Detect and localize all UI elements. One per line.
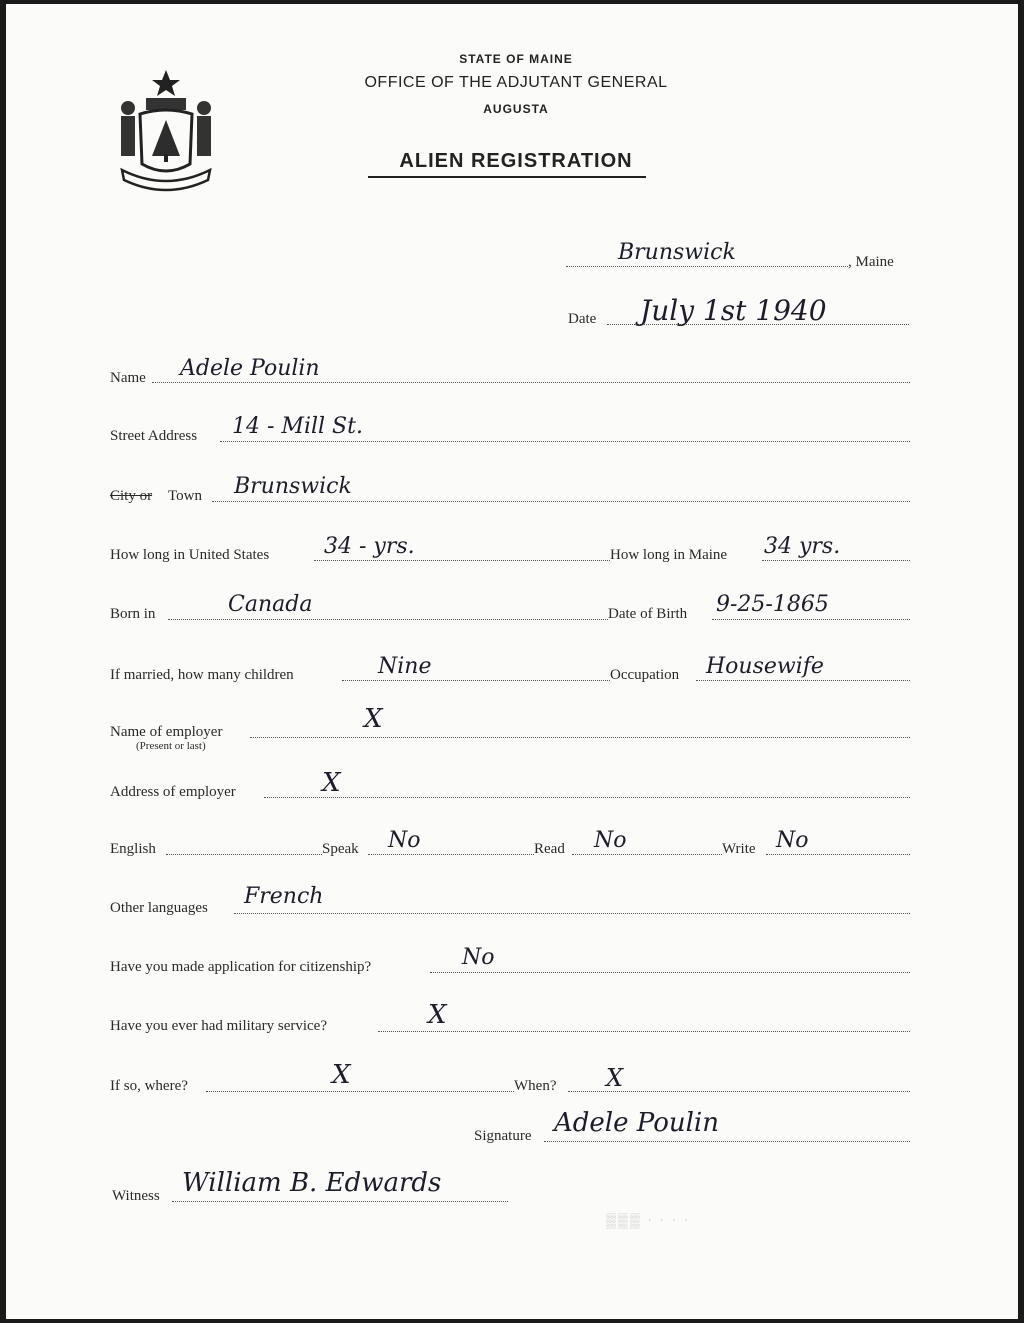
state-heading: STATE OF MAINE [459,52,573,66]
languages-label: Other languages [110,900,208,916]
office-heading: OFFICE OF THE ADJUTANT GENERAL [364,74,668,91]
write-label: Write [722,841,756,857]
state-seal-icon [110,66,222,196]
signature-value: Adele Poulin [554,1108,719,1138]
where-label: If so, where? [110,1078,188,1094]
name-label: Name [110,370,146,386]
where-value: X [332,1060,351,1090]
witness-line [172,1201,508,1202]
city-heading: AUGUSTA [483,102,549,116]
employer-address-value: X [322,768,341,798]
town-line [212,501,910,502]
witness-label: Witness [112,1188,160,1204]
signature-label: Signature [474,1128,532,1144]
name-line [152,382,910,383]
employer-line [250,737,910,738]
read-line [572,854,722,855]
occupation-line [696,680,910,681]
children-value: Nine [378,654,432,679]
english-label: English [110,841,156,857]
us-duration-value: 34 - yrs. [324,534,415,559]
employer-address-label: Address of employer [110,784,236,800]
street-label: Street Address [110,428,198,444]
children-line [342,680,610,681]
read-label: Read [534,841,565,857]
where-line [206,1091,514,1092]
place-line [566,266,848,267]
when-value: X [606,1064,624,1092]
speak-value: No [388,828,421,853]
occupation-value: Housewife [706,654,824,679]
street-line [220,441,910,442]
place-suffix: , Maine [848,254,894,270]
dob-line [712,619,910,620]
dob-label: Date of Birth [608,606,688,622]
employer-sublabel: (Present or last) [136,740,206,752]
maine-duration-value: 34 yrs. [764,534,841,559]
us-duration-line [314,560,610,561]
write-line [766,854,910,855]
witness-value: William B. Edwards [182,1168,442,1198]
town-value: Brunswick [234,474,352,499]
citizenship-value: No [462,945,495,970]
date-label: Date [568,311,597,327]
military-value: X [428,1000,447,1030]
maine-duration-line [762,560,910,561]
speak-line [368,854,534,855]
children-label: If married, how many children [110,667,294,683]
faint-stamp-mark: ▒▒▒ · · · · [606,1214,691,1229]
languages-value: French [244,884,324,909]
read-value: No [594,828,627,853]
date-value: July 1st 1940 [640,294,827,327]
town-label-struck: City or [110,488,153,504]
military-label: Have you ever had military service? [110,1018,327,1034]
employer-address-line [264,797,910,798]
english-line [166,854,322,855]
employer-label: Name of employer [110,724,223,740]
signature-line [544,1141,910,1142]
citizenship-line [430,972,910,973]
form-page [6,4,1018,1319]
birthplace-line [168,619,608,620]
dob-value: 9-25-1865 [716,592,829,617]
languages-line [234,913,910,914]
maine-duration-label: How long in Maine [610,547,728,563]
name-value: Adele Poulin [180,356,320,381]
birthplace-label: Born in [110,606,156,622]
us-duration-label: How long in United States [110,547,270,563]
page-title: ALIEN REGISTRATION [399,150,633,172]
town-label: Town [168,488,202,504]
street-value: 14 - Mill St. [232,414,363,439]
place-value: Brunswick [618,240,736,265]
when-label: When? [514,1078,557,1094]
citizenship-label: Have you made application for citizenship? [110,959,372,975]
title-underline [368,176,646,178]
military-line [378,1031,910,1032]
speak-label: Speak [322,841,359,857]
birthplace-value: Canada [228,592,313,617]
occupation-label: Occupation [610,667,680,683]
write-value: No [776,828,809,853]
employer-value: X [364,704,383,734]
